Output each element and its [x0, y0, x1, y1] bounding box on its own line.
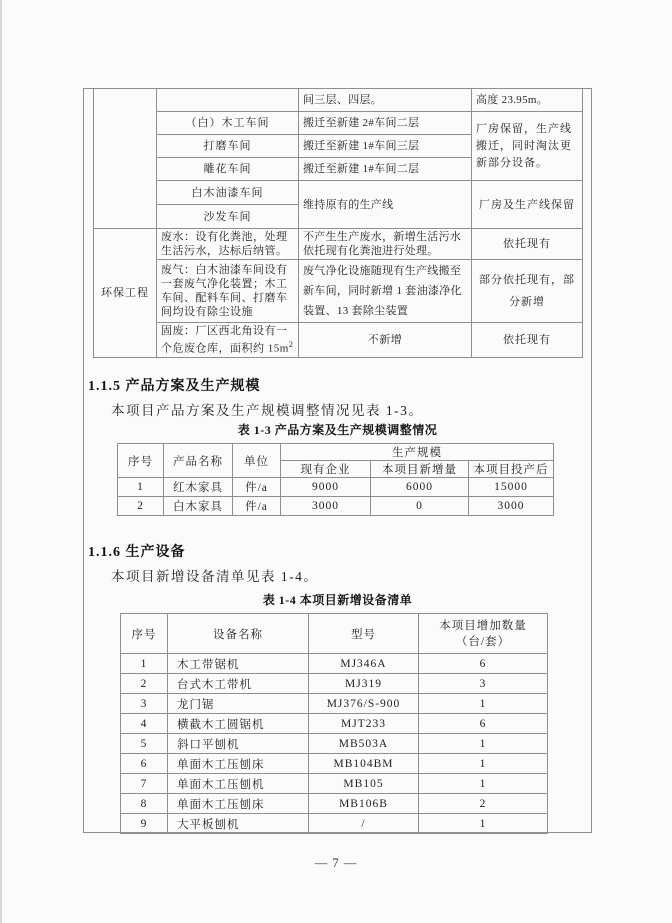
table-row	[94, 181, 583, 205]
table-row-wastewater	[94, 229, 583, 260]
category-label-env: 环保工程	[94, 229, 157, 358]
header-product: 产品名称	[164, 444, 233, 478]
solid-waste-text: 固废：厂区西北角设有一个危废仓库，面积约 15m	[161, 325, 289, 355]
cell-index: 8	[121, 794, 168, 814]
cell-equipment-name: 单面木工压刨床	[168, 754, 309, 774]
remark-cell-merged: 厂房及生产线保留	[472, 181, 583, 229]
cell-product: 红木家具	[164, 478, 233, 497]
cell-existing: 9000	[281, 478, 371, 497]
cell-index: 3	[121, 694, 168, 714]
header-qty	[419, 614, 548, 654]
description-cell: 不产生生产废水，新增生活污水依托现有化粪池进行处理。	[299, 229, 472, 260]
header-name: 设备名称	[168, 614, 309, 654]
section-heading-1-1-6: 1.1.6 生产设备	[88, 545, 186, 560]
cell-model: MB104BM	[309, 754, 419, 774]
table-row	[121, 694, 548, 714]
remark-cell: 部分依托现有，部分新增	[472, 260, 583, 323]
cell-model: MJ376/S-900	[309, 694, 419, 714]
cell-equipment-name: 大平板刨机	[168, 814, 309, 834]
cell-index: 9	[121, 814, 168, 834]
workshop-cell: （白）木工车间	[157, 112, 299, 135]
workshop-cell: 沙发车间	[157, 205, 299, 229]
cell-index: 4	[121, 714, 168, 734]
table-1-3-caption: 表 1-3 产品方案及生产规模调整情况	[237, 423, 438, 437]
table-row	[121, 814, 548, 834]
cell-qty: 6	[419, 714, 548, 734]
cell-qty: 3	[419, 674, 548, 694]
cell-unit: 件/a	[233, 497, 281, 516]
header-scale-group: 生产规模	[281, 444, 554, 461]
table-row	[118, 497, 554, 516]
remark-cell: 依托现有	[472, 229, 583, 260]
cell-index: 2	[121, 674, 168, 694]
description-cell: 搬迁至新建 1#车间二层	[299, 158, 472, 181]
header-qty-line2: （台/套）	[455, 635, 511, 648]
description-cell: 搬迁至新建 2#车间二层	[299, 112, 472, 135]
description-cell: 间三层、四层。	[299, 89, 472, 112]
env-item-cell	[157, 323, 299, 358]
superscript-2: 2	[288, 340, 294, 349]
cell-index: 1	[118, 478, 164, 497]
table-row	[118, 478, 554, 497]
cell-qty: 1	[419, 774, 548, 794]
cell-equipment-name: 单面木工压刨床	[168, 794, 309, 814]
table-row	[121, 794, 548, 814]
header-index: 序号	[121, 614, 168, 654]
cell-existing: 3000	[281, 497, 371, 516]
category-label-empty-cell	[94, 89, 157, 229]
cell-model: MB105	[309, 774, 419, 794]
cell-index: 6	[121, 754, 168, 774]
header-added: 本项目新增量	[371, 461, 469, 478]
remark-cell: 高度 23.95m。	[472, 89, 583, 112]
page-number: — 7 —	[314, 856, 358, 870]
cell-qty: 1	[419, 694, 548, 714]
section-heading-1-1-5: 1.1.5 产品方案及生产规模	[88, 379, 261, 394]
cell-model: MJ346A	[309, 654, 419, 674]
cell-equipment-name: 台式木工带机	[168, 674, 309, 694]
header-qty-line1: 本项目增加数量	[439, 619, 527, 632]
header-model: 型号	[309, 614, 419, 654]
description-cell: 废气净化设施随现有生产线搬至新车间，同时新增 1 套油漆净化装置、13 套除尘装置	[299, 260, 472, 323]
cell-qty: 2	[419, 794, 548, 814]
workshop-cell: 白木油漆车间	[157, 181, 299, 205]
cell-after: 15000	[469, 478, 554, 497]
cell-added: 6000	[371, 478, 469, 497]
table-1-4-caption: 表 1-4 本项目新增设备清单	[262, 593, 413, 607]
table-row-gas	[94, 260, 583, 323]
table-row	[121, 734, 548, 754]
cell-model: MJT233	[309, 714, 419, 734]
cell-unit: 件/a	[233, 478, 281, 497]
cell-qty: 1	[419, 734, 548, 754]
cell-index: 7	[121, 774, 168, 794]
description-cell: 不新增	[299, 323, 472, 358]
product-scale-table	[117, 443, 554, 516]
cell-qty: 1	[419, 754, 548, 774]
cell-added: 0	[371, 497, 469, 516]
table-row	[121, 714, 548, 734]
construction-content-table	[93, 88, 583, 358]
description-cell-merged: 维持原有的生产线	[299, 181, 472, 229]
header-after: 本项目投产后	[469, 461, 554, 478]
scanned-page-edge	[0, 0, 2, 923]
cell-qty: 1	[419, 814, 548, 834]
table-row	[94, 89, 583, 112]
cell-index: 5	[121, 734, 168, 754]
new-equipment-table	[120, 613, 548, 834]
cell-index: 1	[121, 654, 168, 674]
cell-equipment-name: 斜口平刨机	[168, 734, 309, 754]
cell-index: 2	[118, 497, 164, 516]
cell-model: MB503A	[309, 734, 419, 754]
header-existing: 现有企业	[281, 461, 371, 478]
cell-product: 白木家具	[164, 497, 233, 516]
table-row	[121, 674, 548, 694]
env-item-cell: 废气：白木油漆车间设有一套废气净化装置；木工车间、配料车间、打磨车间均设有除尘设施	[157, 260, 299, 323]
cell-equipment-name: 龙门锯	[168, 694, 309, 714]
cell-qty: 6	[419, 654, 548, 674]
cell-equipment-name: 横截木工圆锯机	[168, 714, 309, 734]
section-body-1-1-5: 本项目产品方案及生产规模调整情况见表 1-3。	[111, 403, 424, 418]
table-header-row	[118, 444, 554, 461]
env-item-cell: 废水：设有化粪池，处理生活污水，达标后纳管。	[157, 229, 299, 260]
table-row	[121, 774, 548, 794]
table-row	[121, 654, 548, 674]
description-cell: 搬迁至新建 1#车间三层	[299, 135, 472, 158]
remark-cell-merged: 厂房保留，生产线搬迁，同时淘汰更新部分设备。	[472, 112, 583, 181]
cell-after: 3000	[469, 497, 554, 516]
header-index: 序号	[118, 444, 164, 478]
table-row	[94, 112, 583, 135]
header-unit: 单位	[233, 444, 281, 478]
section-body-1-1-6: 本项目新增设备清单见表 1-4。	[111, 569, 319, 584]
cell-model: MB106B	[309, 794, 419, 814]
cell-equipment-name: 单面木工压刨机	[168, 774, 309, 794]
workshop-cell-empty	[157, 89, 299, 112]
workshop-cell: 打磨车间	[157, 135, 299, 158]
cell-equipment-name: 木工带锯机	[168, 654, 309, 674]
cell-model: /	[309, 814, 419, 834]
cell-model: MJ319	[309, 674, 419, 694]
table-row	[121, 754, 548, 774]
table-header-row	[121, 614, 548, 654]
table-row-solid-waste	[94, 323, 583, 358]
workshop-cell: 雕花车间	[157, 158, 299, 181]
remark-cell: 依托现有	[472, 323, 583, 358]
